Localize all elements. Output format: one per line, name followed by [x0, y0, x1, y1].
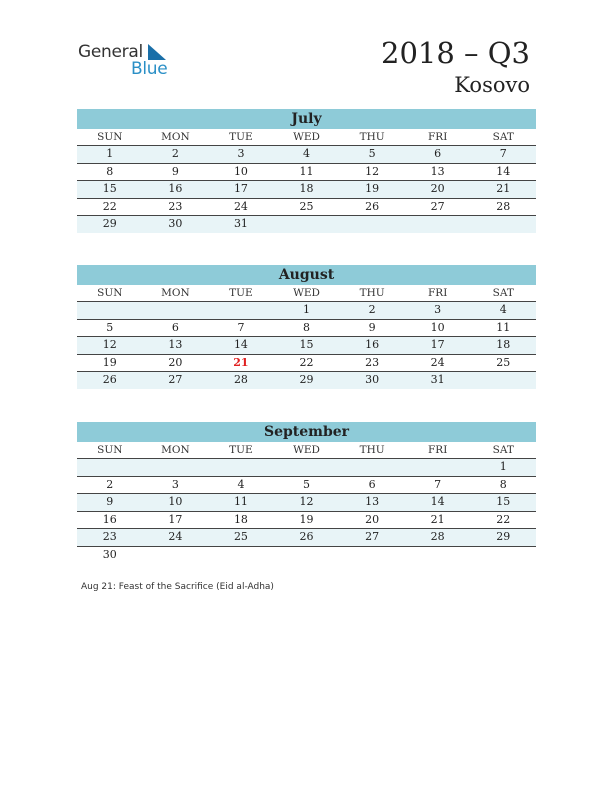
day-cell: 26 [102, 373, 117, 386]
week-row [77, 146, 536, 164]
day-cell [339, 216, 405, 233]
weekday-label: THU [359, 444, 385, 456]
day-cell: 7 [237, 320, 245, 334]
week-row [77, 547, 536, 564]
week-row [77, 477, 536, 495]
day-cell: 14 [233, 338, 248, 351]
weekday-header-row [77, 285, 536, 302]
week-row [77, 302, 536, 320]
day-cell: 24 [430, 355, 445, 369]
day-cell [274, 547, 340, 564]
day-cell: 14 [430, 495, 445, 508]
day-cell: 6 [434, 147, 442, 160]
logo-general-text: General [78, 42, 143, 62]
day-cell: 29 [299, 373, 314, 386]
day-cell: 19 [102, 355, 117, 369]
day-cell: 1 [303, 303, 311, 316]
day-cell: 15 [496, 495, 511, 508]
week-row [77, 529, 536, 547]
weekday-label: MON [161, 287, 190, 299]
day-cell [77, 302, 143, 319]
day-cell [470, 372, 536, 389]
day-cell: 17 [430, 338, 445, 351]
week-row [77, 320, 536, 338]
logo-blue-text: Blue [131, 59, 168, 79]
week-row [77, 459, 536, 477]
month-name: August [77, 265, 536, 285]
weekday-label: SUN [97, 444, 123, 456]
week-row [77, 164, 536, 182]
day-cell: 20 [430, 182, 445, 195]
day-cell: 28 [430, 530, 445, 543]
day-cell: 18 [299, 182, 314, 195]
holiday-footnote: Aug 21: Feast of the Sacrifice (Eid al-Adha) [81, 582, 274, 592]
day-cell: 27 [168, 373, 183, 386]
day-cell: 22 [496, 512, 511, 526]
week-row [77, 512, 536, 530]
day-cell: 8 [499, 477, 507, 491]
weekday-label: THU [359, 287, 385, 299]
day-cell: 12 [299, 495, 314, 508]
day-cell: 11 [496, 320, 511, 334]
day-cell: 18 [496, 338, 511, 351]
day-cell: 4 [303, 147, 311, 160]
day-cell: 30 [365, 373, 380, 386]
day-cell: 25 [233, 530, 248, 543]
day-cell [208, 459, 274, 476]
day-cell [405, 459, 471, 476]
day-cell [470, 547, 536, 564]
day-cell: 24 [233, 199, 248, 213]
month-name: July [77, 109, 536, 129]
day-cell: 16 [168, 182, 183, 195]
day-cell: 12 [102, 338, 117, 351]
month-calendar-july [77, 109, 536, 233]
day-cell [405, 547, 471, 564]
day-cell: 10 [168, 495, 183, 508]
day-cell: 11 [233, 495, 248, 508]
week-row [77, 199, 536, 217]
day-cell: 1 [106, 147, 114, 160]
country-subtitle: Kosovo [454, 73, 530, 97]
day-cell: 27 [430, 199, 445, 213]
weekday-label: MON [161, 131, 190, 143]
weekday-label: MON [161, 444, 190, 456]
day-cell: 3 [237, 147, 245, 160]
weekday-label: SAT [492, 444, 514, 456]
day-cell: 23 [102, 530, 117, 543]
holiday-day-cell: 21 [233, 355, 249, 369]
day-cell: 2 [106, 477, 114, 491]
day-cell: 11 [299, 164, 314, 178]
day-cell: 8 [106, 164, 114, 178]
day-cell [470, 216, 536, 233]
day-cell: 12 [365, 164, 380, 178]
day-cell: 29 [496, 530, 511, 543]
weekday-label: WED [293, 287, 320, 299]
weekday-label: FRI [428, 287, 448, 299]
day-cell [208, 302, 274, 319]
day-cell [143, 459, 209, 476]
weekday-label: WED [293, 444, 320, 456]
day-cell: 22 [299, 355, 314, 369]
day-cell: 2 [171, 147, 179, 160]
day-cell: 17 [233, 182, 248, 195]
day-cell: 22 [102, 199, 117, 213]
day-cell: 4 [499, 303, 507, 316]
day-cell: 17 [168, 512, 183, 526]
month-calendar-september [77, 422, 536, 563]
weekday-label: TUE [229, 287, 253, 299]
day-cell: 5 [303, 477, 311, 491]
day-cell: 21 [496, 182, 511, 195]
week-row [77, 355, 536, 373]
day-cell: 3 [171, 477, 179, 491]
day-cell: 15 [102, 182, 117, 195]
weekday-label: SAT [492, 287, 514, 299]
day-cell: 27 [365, 530, 380, 543]
day-cell: 9 [368, 320, 376, 334]
page-title: 2018 – Q3 [381, 36, 530, 70]
day-cell [339, 459, 405, 476]
day-cell: 14 [496, 164, 511, 178]
day-cell: 9 [171, 164, 179, 178]
day-cell: 13 [430, 164, 445, 178]
day-cell [77, 459, 143, 476]
day-cell: 2 [368, 303, 376, 316]
weekday-label: SAT [492, 131, 514, 143]
weekday-label: SUN [97, 131, 123, 143]
day-cell: 26 [299, 530, 314, 543]
day-cell: 1 [499, 460, 507, 473]
weekday-label: WED [293, 131, 320, 143]
day-cell: 30 [168, 217, 183, 230]
day-cell: 15 [299, 338, 314, 351]
day-cell: 21 [430, 512, 445, 526]
week-row [77, 216, 536, 233]
month-name: September [77, 422, 536, 442]
weekday-header-row [77, 442, 536, 459]
day-cell [208, 547, 274, 564]
day-cell [405, 216, 471, 233]
day-cell: 23 [168, 199, 183, 213]
generalblue-logo [78, 40, 178, 80]
day-cell: 10 [233, 164, 248, 178]
month-calendar-august [77, 265, 536, 389]
week-row [77, 372, 536, 389]
logo-triangle-icon [148, 44, 166, 60]
day-cell: 5 [106, 320, 114, 334]
weekday-label: FRI [428, 444, 448, 456]
week-row [77, 494, 536, 512]
weekday-label: SUN [97, 287, 123, 299]
day-cell [274, 459, 340, 476]
week-row [77, 337, 536, 355]
weekday-header-row [77, 129, 536, 146]
day-cell [143, 547, 209, 564]
day-cell: 18 [233, 512, 248, 526]
weekday-label: FRI [428, 131, 448, 143]
day-cell: 16 [365, 338, 380, 351]
day-cell: 25 [496, 355, 511, 369]
day-cell: 31 [233, 217, 248, 230]
day-cell: 7 [499, 147, 507, 160]
day-cell: 23 [365, 355, 380, 369]
day-cell: 31 [430, 373, 445, 386]
week-row [77, 181, 536, 199]
day-cell: 13 [365, 495, 380, 508]
day-cell [339, 547, 405, 564]
day-cell: 24 [168, 530, 183, 543]
day-cell: 20 [168, 355, 183, 369]
day-cell: 3 [434, 303, 442, 316]
day-cell: 28 [496, 199, 511, 213]
day-cell: 28 [233, 373, 248, 386]
day-cell: 9 [106, 495, 114, 508]
day-cell: 19 [299, 512, 314, 526]
day-cell [143, 302, 209, 319]
day-cell: 20 [365, 512, 380, 526]
weekday-label: TUE [229, 444, 253, 456]
weekday-label: TUE [229, 131, 253, 143]
weekday-label: THU [359, 131, 385, 143]
day-cell: 6 [171, 320, 179, 334]
day-cell: 13 [168, 338, 183, 351]
day-cell: 6 [368, 477, 376, 491]
day-cell: 4 [237, 477, 245, 491]
day-cell [274, 216, 340, 233]
day-cell: 19 [365, 182, 380, 195]
day-cell: 16 [102, 512, 117, 526]
day-cell: 7 [434, 477, 442, 491]
day-cell: 8 [303, 320, 311, 334]
day-cell: 5 [368, 147, 376, 160]
day-cell: 30 [102, 547, 117, 561]
day-cell: 25 [299, 199, 314, 213]
day-cell: 29 [102, 217, 117, 230]
day-cell: 10 [430, 320, 445, 334]
day-cell: 26 [365, 199, 380, 213]
